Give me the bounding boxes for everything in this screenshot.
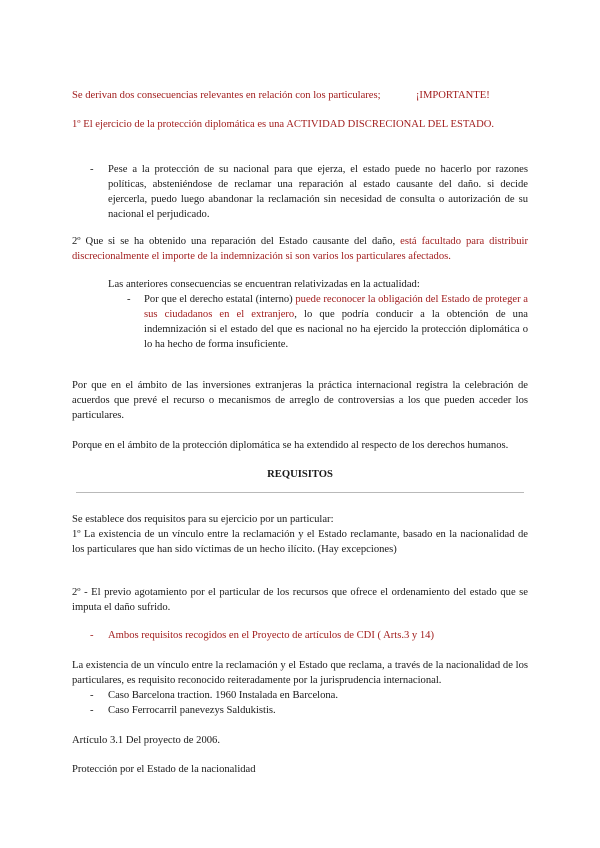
section-divider [76, 492, 524, 493]
bullet-internal-law-rest: , lo que podría conducir a la obtención de una indemnización si el estado del que es nacional no ha ejercido la protección diplomática o lo ha hecho de forma insuficiente. [144, 309, 528, 350]
point-1: 1º El ejercicio de la protección diplomática es una ACTIVIDAD DISCRECIONAL DEL ESTADO. [72, 119, 495, 130]
para-investments: Por que en el ámbito de las inversiones extranjeras la práctica internacional registra la celebración de acuerdos que prevé el recurso o mecanismos de arreglo de controversias a los que pueden acceder los particulares. [72, 380, 528, 421]
bullet-dash: - [90, 630, 94, 641]
para-human-rights: Porque en el ámbito de la protección diplomática se ha extendido al respecto de los derechos humanos. [72, 440, 509, 451]
case-barcelona: Caso Barcelona traction. 1960 Instalada en Barcelona. [108, 690, 339, 701]
header-lead: Se derivan dos consecuencias relevantes en relación con los particulares; [72, 90, 381, 101]
header-line [72, 88, 528, 103]
article-reference: Artículo 3.1 Del proyecto de 2006. [72, 735, 220, 746]
protection-heading: Protección por el Estado de la nacionalidad [72, 764, 256, 775]
bullet-internal-law [144, 292, 528, 352]
header-important: ¡IMPORTANTE! [415, 90, 490, 101]
requisito-2: 2º - El previo agotamiento por el particular de los recursos que ofrece el ordenamiento del estado que se imputa el daño sufrido. [72, 587, 528, 613]
relativized-intro: Las anteriores consecuencias se encuentran relativizadas en la actualidad: [108, 279, 420, 290]
bullet-cdi: Ambos requisitos recogidos en el Proyecto de artículos de CDI ( Arts.3 y 14) [108, 630, 434, 641]
bullet-internal-law-prefix: Por que el derecho estatal (interno) [144, 294, 296, 305]
requisitos-title: REQUISITOS [267, 469, 333, 480]
point-2-highlight: está facultado para distribuir discrecionalmente el importe de la indemnización si son varios los particulares afectados. [72, 236, 528, 262]
bullet-internal-law-highlight: puede reconocer la obligación del Estado de proteger a sus ciudadanos en el extranjero [144, 294, 528, 320]
bullet-dash: - [90, 690, 94, 701]
requisito-1: 1º La existencia de un vínculo entre la reclamación y el Estado reclamante, basado en la nacionalidad de los particulares que han sido víctimas de un hecho ilícito. (Hay excepciones) [72, 529, 528, 555]
bullet-dash: - [90, 164, 94, 175]
point-2 [72, 234, 528, 264]
point-2-prefix: 2º Que si se ha obtenido una reparación del Estado causante del daño, [72, 236, 401, 247]
case-ferrocarril: Caso Ferrocarril panevezys Saldukistis. [108, 705, 276, 716]
requisitos-intro: Se establece dos requisitos para su ejercicio por un particular: [72, 514, 334, 525]
para-vinculo: La existencia de un vínculo entre la reclamación y el Estado que reclama, a través de la nacionalidad de los particulares, es requisito reconocido reiteradamente por la jurisprudencia internacional. [72, 660, 528, 686]
bullet-dash: - [127, 294, 131, 305]
bullet-dash: - [90, 705, 94, 716]
bullet-discretion: Pese a la protección de su nacional para que ejerza, el estado puede no hacerlo por razones políticas, absteniéndose de reclamar una reparación al estado causante del daño. si decide ejercerla, puedo luego abandonar la reclamación sin necesidad de consulta o autorización de su nacional el perjudicado. [108, 164, 528, 220]
